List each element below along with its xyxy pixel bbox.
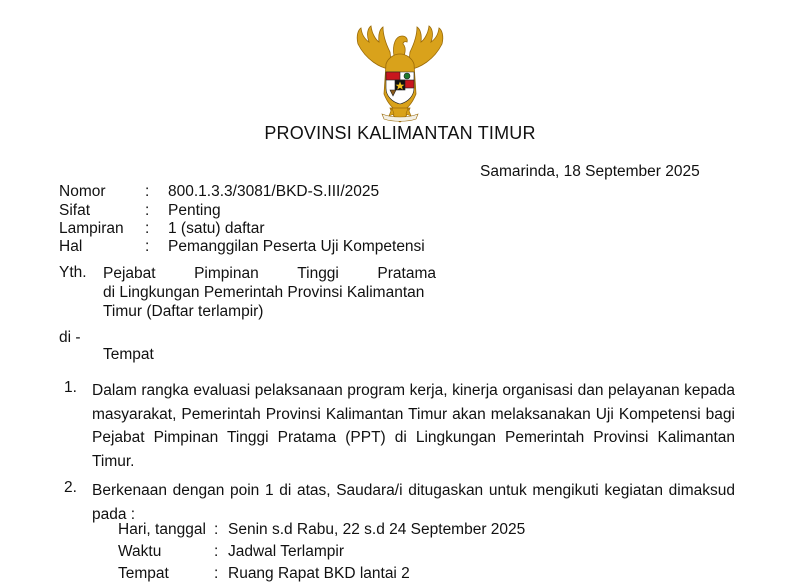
detail-label: Waktu [118,543,162,560]
recipient-word: Pratama [377,265,436,282]
recipient-place: Tempat [103,346,154,363]
detail-value: Ruang Rapat BKD lantai 2 [228,565,410,582]
detail-colon: : [214,543,219,560]
paragraph-text: Dalam rangka evaluasi pelaksanaan program kerja, kinerja organisasi dan pelayanan kepada masyarakat, Pemerintah Provinsi Kalimantan Timur akan melaksanakan Uji Kompetensi bagi Pejabat Pimpinan Tinggi Pratama (PPT) di Lingkungan Pemerintah Provinsi Kalimantan Timur. [92,382,735,470]
recipient-prefix: Yth. [59,264,87,281]
meta-label: Nomor [59,183,106,200]
recipient-word: Tinggi [297,265,339,282]
recipient-word: Pejabat [103,265,156,282]
recipient-di: di - [59,329,81,346]
detail-colon: : [214,521,219,538]
meta-value: Penting [168,202,221,219]
page-title: PROVINSI KALIMANTAN TIMUR [264,123,536,143]
detail-colon: : [214,565,219,582]
paragraph-number: 2. [64,479,77,496]
meta-value: Pemanggilan Peserta Uji Kompetensi [168,238,425,255]
detail-label: Hari, tanggal [118,521,206,538]
meta-colon: : [145,220,150,237]
paragraph-text: Berkenaan dengan poin 1 di atas, Saudara/i ditugaskan untuk mengikuti kegiatan dimaksud pada : [92,482,735,523]
meta-colon: : [145,202,150,219]
garuda-emblem-icon [352,24,448,124]
letter-date: Samarinda, 18 September 2025 [480,163,700,180]
meta-value: 1 (satu) daftar [168,220,265,237]
recipient-address [103,264,436,321]
detail-value: Jadwal Terlampir [228,543,345,560]
meta-value: 800.1.3.3/3081/BKD-S.III/2025 [168,183,380,200]
detail-value: Senin s.d Rabu, 22 s.d 24 September 2025 [228,521,526,538]
recipient-word: Pimpinan [194,265,259,282]
meta-colon: : [145,183,150,200]
meta-colon: : [145,238,150,255]
meta-label: Sifat [59,202,91,219]
recipient-line-3: Timur (Daftar terlampir) [103,303,264,320]
recipient-line-1 [103,264,436,283]
paragraph-number: 1. [64,379,77,396]
recipient-line-2: di Lingkungan Pemerintah Provinsi Kalimantan [103,284,425,301]
detail-label: Tempat [118,565,169,582]
meta-label: Lampiran [59,220,124,237]
meta-label: Hal [59,238,83,255]
